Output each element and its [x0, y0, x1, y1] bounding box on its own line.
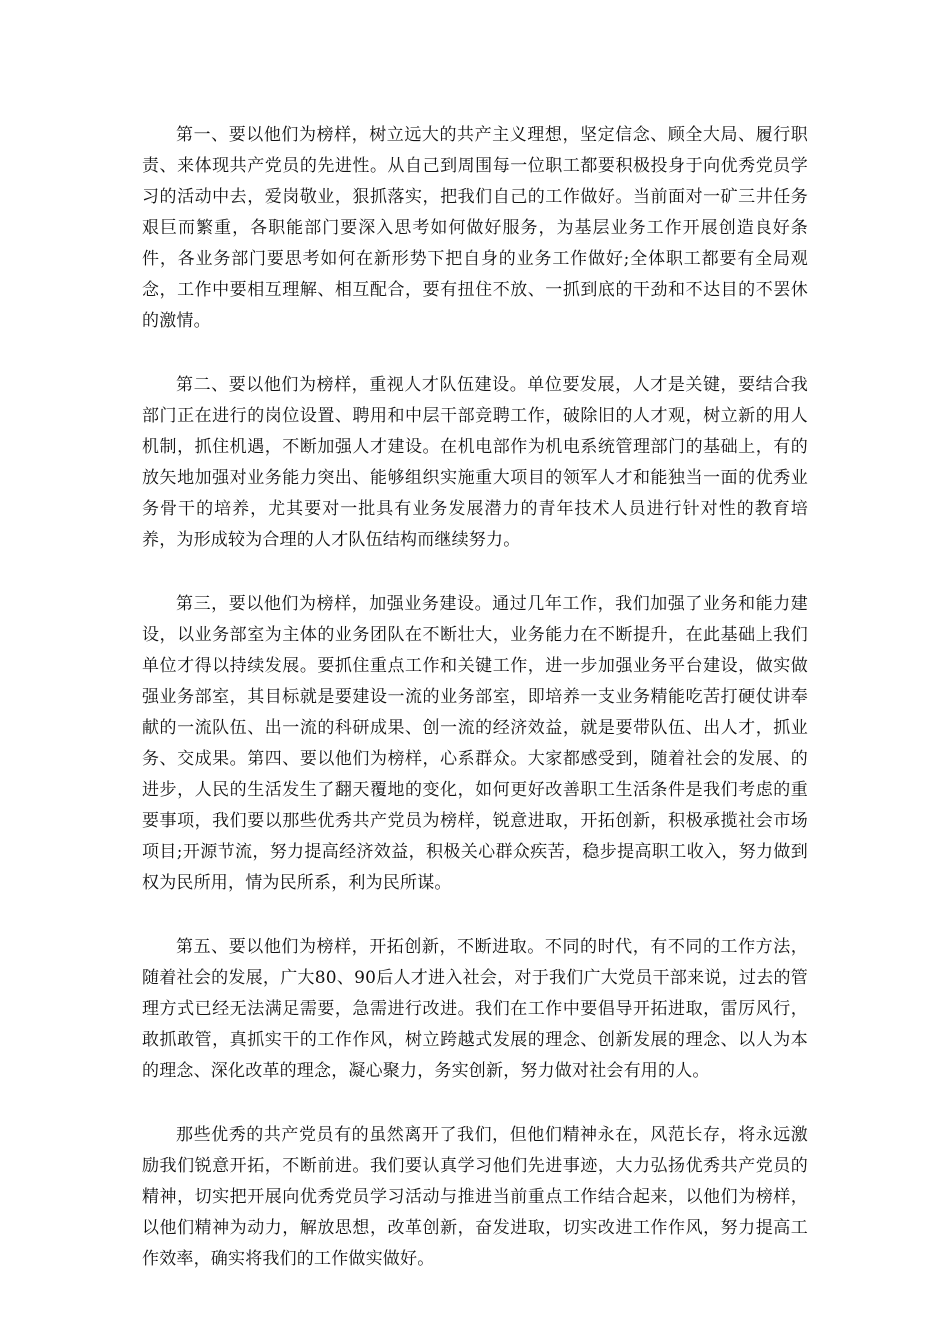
paragraph-3: 第三，要以他们为榜样，加强业务建设。通过几年工作，我们加强了业务和能力建设，以业务部室为主体的业务团队在不断壮大，业务能力在不断提升，在此基础上我们单位才得以持续发展。要抓住重点工作和关键工作，进一步加强业务平台建设，做实做强业务部室，其目标就是要建设一流的业务部室，即培养一支业务精能吃苦打硬仗讲奉献的一流队伍、出一流的科研成果、创一流的经济效益，就是要带队伍、出人才，抓业务、交成果。第四、要以他们为榜样，心系群众。大家都感受到，随着社会的发展、的进步，人民的生活发生了翻天覆地的变化，如何更好改善职工生活条件是我们考虑的重要事项，我们要以那些优秀共产党员为榜样，锐意进取，开拓创新，积极承揽社会市场项目;开源节流，努力提高经济效益，积极关心群众疾苦，稳步提高职工收入，努力做到权为民所用，情为民所系，利为民所谋。	[142, 594, 808, 893]
paragraph-2: 第二、要以他们为榜样，重视人才队伍建设。单位要发展，人才是关键，要结合我部门正在进行的岗位设置、聘用和中层干部竞聘工作，破除旧的人才观，树立新的用人机制，抓住机遇，不断加强人才建设。在机电部作为机电系统管理部门的基础上，有的放矢地加强对业务能力突出、能够组织实施重大项目的领军人才和能独当一面的优秀业务骨干的培养，尤其要对一批具有业务发展潜力的青年技术人员进行针对性的教育培养，为形成较为合理的人才队伍结构而继续努力。	[142, 375, 808, 550]
paragraph-5: 那些优秀的共产党员有的虽然离开了我们，但他们精神永在，风范长存，将永远激励我们锐意开拓，不断前进。我们要认真学习他们先进事迹，大力弘扬优秀共产党员的精神，切实把开展向优秀党员学习活动与推进当前重点工作结合起来，以他们为榜样，以他们精神为动力，解放思想，改革创新，奋发进取，切实改进工作作风，努力提高工作效率，确实将我们的工作做实做好。	[142, 1125, 808, 1269]
paragraph-4: 第五、要以他们为榜样，开拓创新，不断进取。不同的时代，有不同的工作方法，随着社会的发展，广大80、90后人才进入社会，对于我们广大党员干部来说，过去的管理方式已经无法满足需要，急需进行改进。我们在工作中要倡导开拓进取，雷厉风行，敢抓敢管，真抓实干的工作作风，树立跨越式发展的理念、创新发展的理念、以人为本的理念、深化改革的理念，凝心聚力，务实创新，努力做对社会有用的人。	[142, 937, 808, 1081]
document-body	[142, 120, 808, 1308]
paragraph-1: 第一、要以他们为榜样，树立远大的共产主义理想，坚定信念、顾全大局、履行职责、来体现共产党员的先进性。从自己到周围每一位职工都要积极投身于向优秀党员学习的活动中去，爱岗敬业，狠抓落实，把我们自己的工作做好。当前面对一矿三井任务艰巨而繁重，各职能部门要深入思考如何做好服务，为基层业务工作开展创造良好条件，各业务部门要思考如何在新形势下把自身的业务工作做好;全体职工都要有全局观念，工作中要相互理解、相互配合，要有扭住不放、一抓到底的干劲和不达目的不罢休的激情。	[142, 125, 808, 331]
